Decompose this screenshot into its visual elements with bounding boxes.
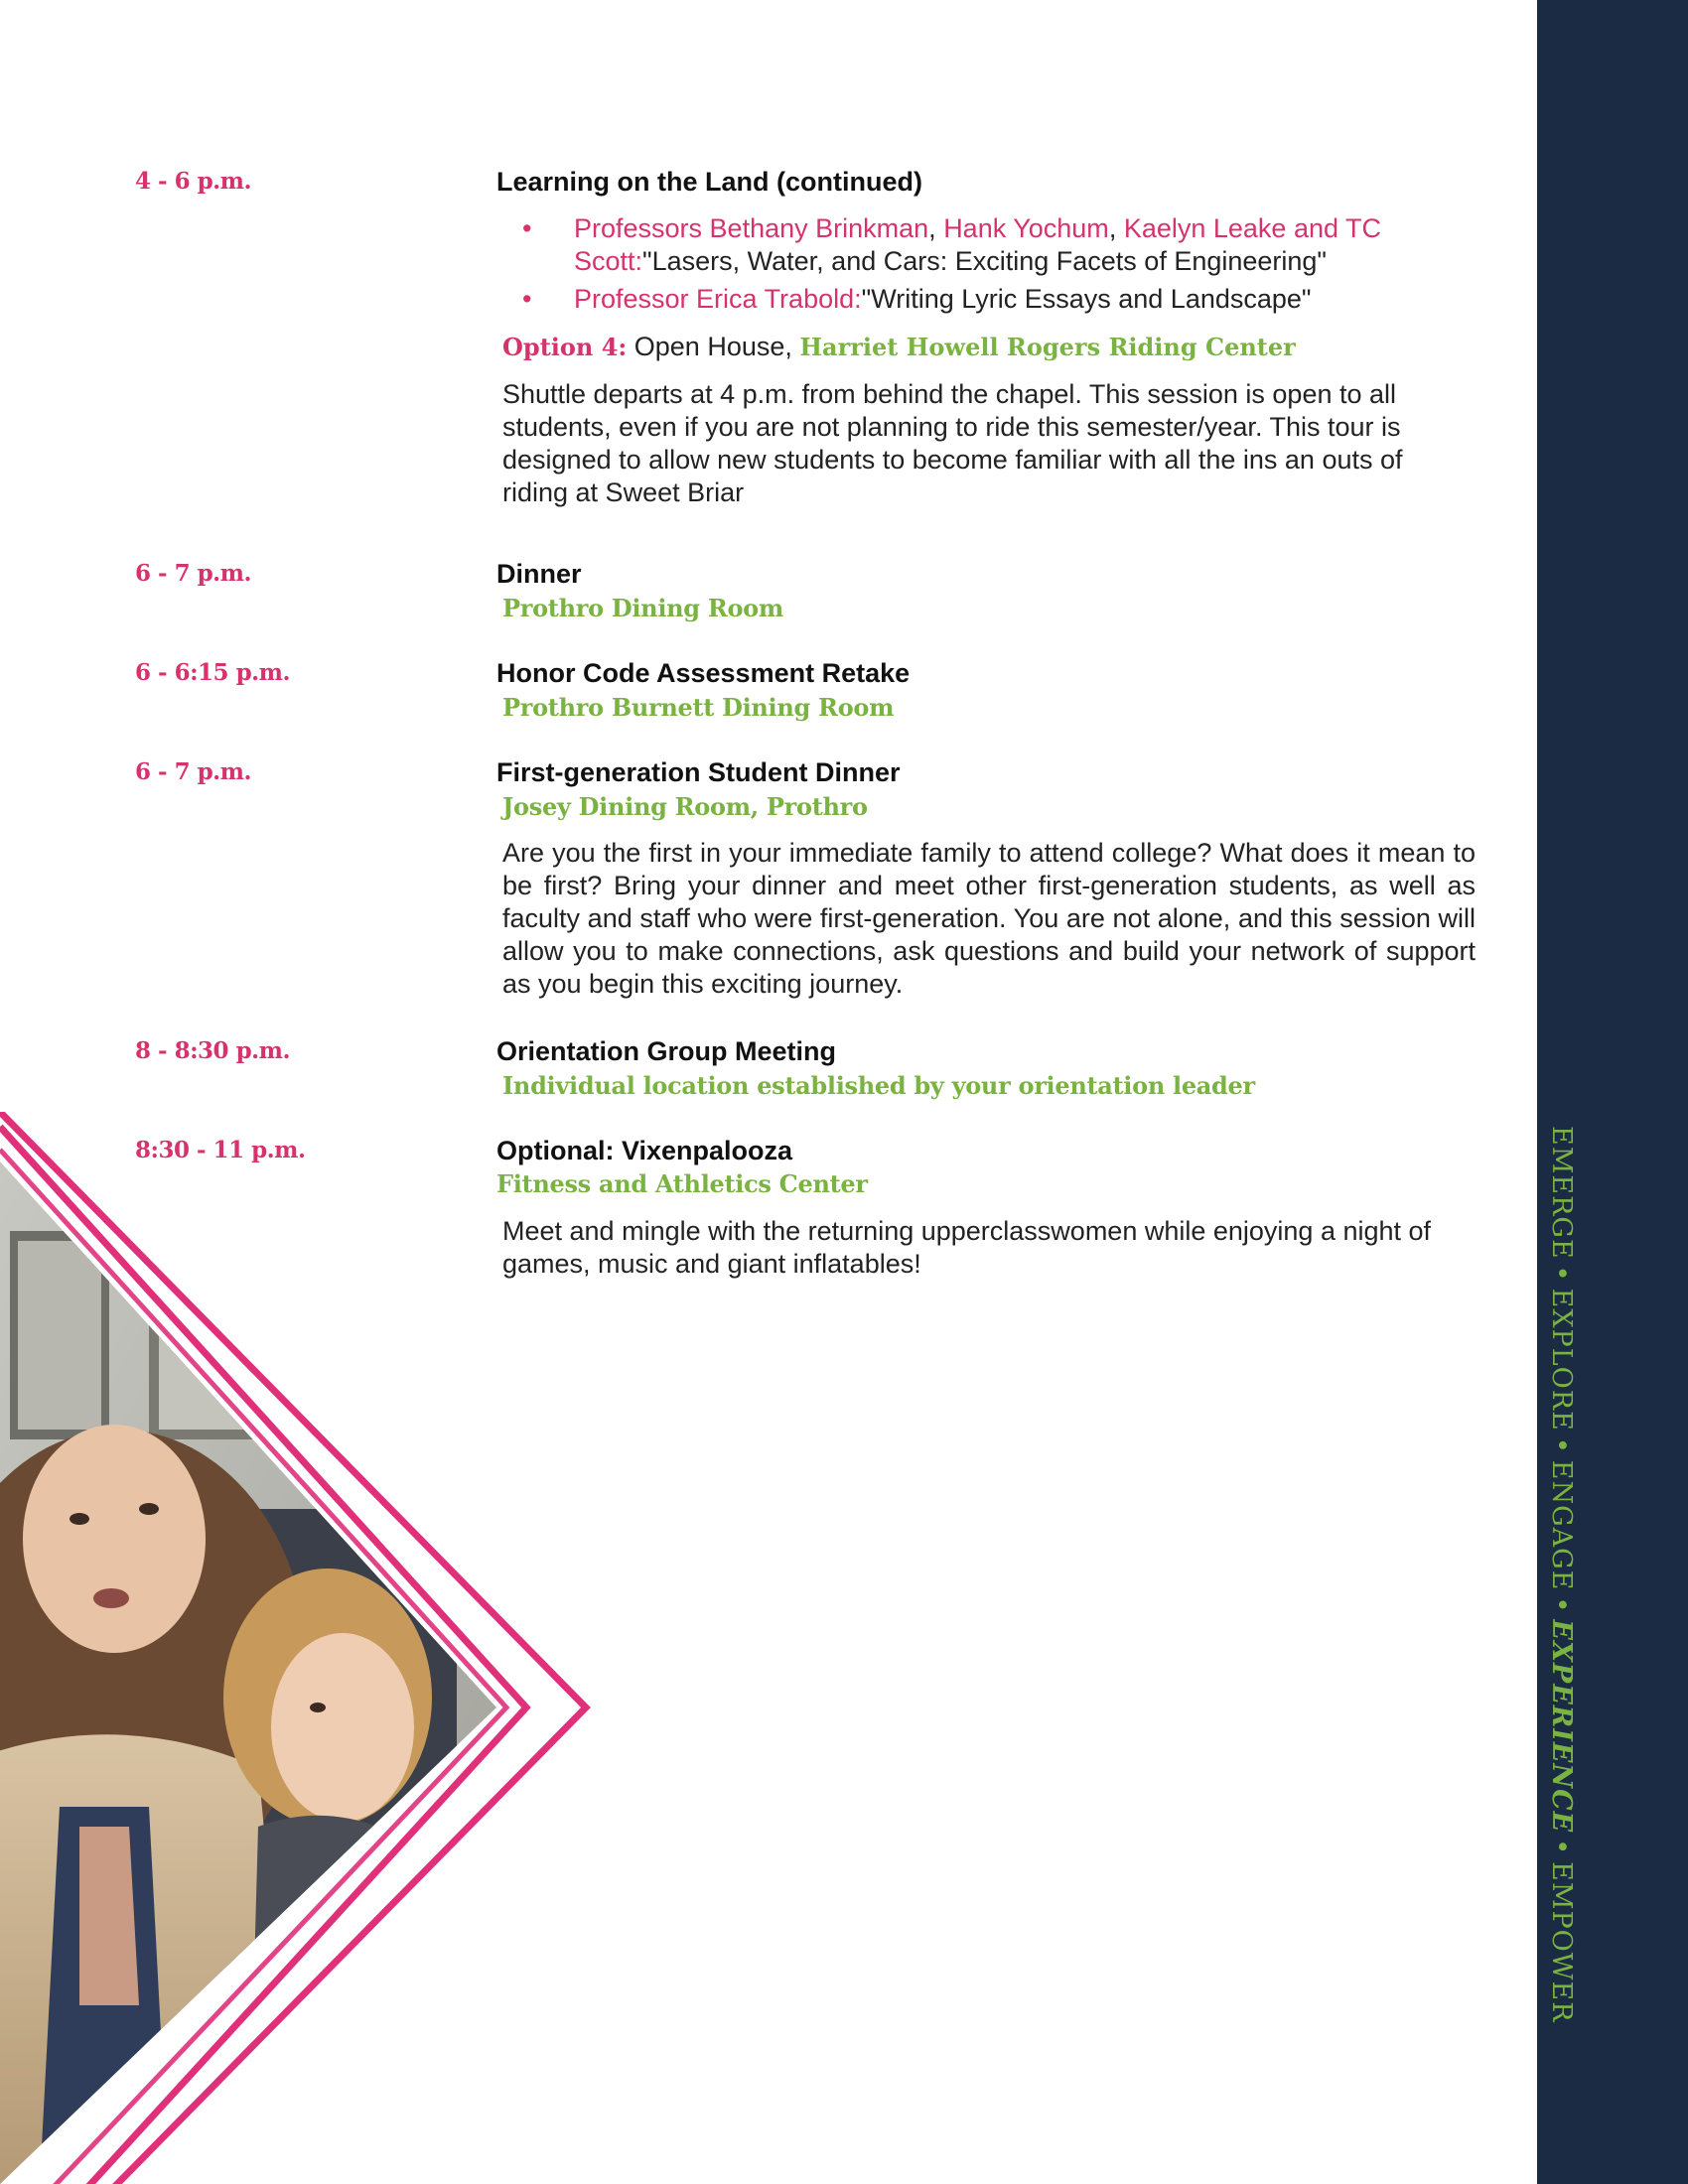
tagline-word: ENGAGE [1546, 1459, 1577, 1591]
tagline-word-highlighted: EXPERIENCE [1546, 1619, 1577, 1834]
option-text: Open House, [627, 332, 800, 361]
title-orientation: Orientation Group Meeting [496, 1036, 836, 1066]
title-learning: Learning on the Land (continued) [496, 167, 922, 197]
separator: , [1108, 213, 1124, 243]
speaker-name: Kaelyn Leake and TC Scott: [574, 213, 1382, 276]
speaker-name: Professors Bethany Brinkman [574, 213, 929, 243]
tagline-word: EMPOWER [1546, 1861, 1577, 2023]
option-label: Option 4: [502, 333, 628, 361]
bullet-icon: • [522, 284, 532, 314]
time-honor: 6 - 6:15 p.m. [135, 659, 291, 686]
list-item [516, 283, 1470, 316]
separator-icon: • [1546, 1596, 1577, 1614]
sidebar-tagline [1546, 1126, 1662, 2023]
time-learning: 4 - 6 p.m. [135, 168, 252, 195]
location-honor: Prothro Burnett Dining Room [502, 693, 895, 722]
option-4-line [502, 331, 1476, 363]
speaker-name: Professor Erica Trabold: [574, 284, 862, 314]
separator-icon: • [1546, 1839, 1577, 1856]
location-firstgen: Josey Dining Room, Prothro [502, 792, 868, 821]
bullet-icon: • [522, 213, 532, 243]
talk-title: "Lasers, Water, and Cars: Exciting Facets of Engineering" [642, 246, 1328, 276]
location-vixen: Fitness and Athletics Center [496, 1169, 868, 1198]
time-vixen: 8:30 - 11 p.m. [135, 1137, 306, 1163]
location-dinner: Prothro Dining Room [502, 594, 783, 622]
speaker-list [516, 212, 1470, 316]
tagline-word: EMERGE [1546, 1126, 1577, 1260]
tagline-word: EXPLORE [1546, 1288, 1577, 1432]
location-orientation: Individual location established by your orientation leader [502, 1071, 1255, 1100]
title-vixen: Optional: Vixenpalooza [496, 1136, 793, 1165]
firstgen-description: Are you the first in your immediate family to attend college? What does it mean to be first? Bring your dinner and meet other first-generation students, as well as faculty and staff who were first-generation. You are not alone, and this session will allow you to make connections, ask questions and build your network of support as you begin this exciting journey. [502, 838, 1476, 999]
time-orientation: 8 - 8:30 p.m. [135, 1037, 291, 1064]
speaker-name: Hank Yochum [943, 213, 1109, 243]
title-honor: Honor Code Assessment Retake [496, 658, 911, 688]
vixen-description: Meet and mingle with the returning upperclasswomen while enjoying a night of games, music and giant inflatables! [502, 1216, 1432, 1279]
list-item [516, 212, 1470, 278]
option-location: Harriet Howell Rogers Riding Center [799, 333, 1296, 361]
title-dinner: Dinner [496, 559, 582, 589]
separator-icon: • [1546, 1265, 1577, 1283]
title-firstgen: First-generation Student Dinner [496, 757, 901, 787]
time-dinner: 6 - 7 p.m. [135, 560, 252, 587]
separator: , [928, 213, 944, 243]
learning-description: Shuttle departs at 4 p.m. from behind the chapel. This session is open to all students, even if you are not planning to ride this semester/year. This tour is designed to allow new students to become familiar with all the ins an outs of riding at Sweet Briar [502, 379, 1403, 507]
time-firstgen: 6 - 7 p.m. [135, 758, 252, 785]
separator-icon: • [1546, 1436, 1577, 1454]
talk-title: "Writing Lyric Essays and Landscape" [861, 284, 1312, 314]
